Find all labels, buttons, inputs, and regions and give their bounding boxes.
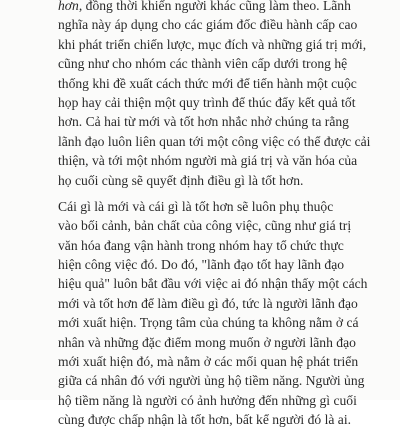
- text-line: cũng như cho nhóm các thành viên cấp dưới trong hệ: [58, 56, 348, 72]
- italic-word: hơn: [58, 0, 79, 13]
- body-text: [58, 0, 384, 430]
- text-line: hiện công việc đó. Do đó, "lãnh đạo tốt hay lãnh đạo: [58, 257, 345, 273]
- text-line: cùng được chấp nhận là tốt hơn, bất kể người đó là ai.: [58, 412, 351, 428]
- text-line: lãnh đạo luôn liên quan tới một công việc có thể được cải: [58, 133, 371, 149]
- text-line: hộ tiềm năng là người có ảnh hưởng đến những gì cuối: [58, 392, 357, 408]
- text-line: hơn. Cả hai từ mới và tốt hơn nhắc nhở chúng ta rằng: [58, 114, 349, 130]
- paragraph-gap: [58, 190, 384, 197]
- text-line: nhân và những đặc điểm mong muốn ở người lãnh đạo: [58, 334, 356, 350]
- text-line: giữa cá nhân đó với người ủng hộ tiềm năng. Người ủng: [58, 373, 365, 389]
- text-line: mới và tốt hơn để làm điều gì đó, tức là người lãnh đạo: [58, 295, 358, 311]
- text-line: văn hóa đang vận hành trong nhóm hay tổ chức thực: [58, 237, 344, 253]
- text-line: mới xuất hiện. Trọng tâm của chúng ta không nằm ở cá: [58, 315, 359, 331]
- text-line: họ cuối cùng sẽ quyết định điều gì là tốt hơn.: [58, 172, 304, 188]
- line-rest: , đồng thời khiến người khác cũng làm theo. Lãnh: [78, 0, 351, 13]
- text-line: mới xuất hiện đó, mà nằm ở các mối quan hệ phát triển: [58, 354, 359, 370]
- text-line: [58, 0, 384, 15]
- text-line: thiện, và tới một nhóm người mà giá trị và văn hóa của: [58, 153, 358, 169]
- text-line: Cái gì là mới và cái gì là tốt hơn sẽ luôn phụ thuộc: [58, 198, 334, 214]
- text-line: họp hay cải thiện một quy trình để thúc đẩy kết quả tốt: [58, 94, 356, 110]
- text-line: vào bối cảnh, bản chất của công việc, cũng như giá trị: [58, 218, 352, 234]
- text-line: khi phát triển chiến lược, mục đích và những giá trị mới,: [58, 36, 367, 52]
- text-line: hiệu quả" luôn bắt đầu với việc ai đó nhận thấy một cách: [58, 276, 368, 292]
- text-line: thống khi đề xuất cách thức mới để tiến hành một cuộc: [58, 75, 357, 91]
- text-line: nghĩa này áp dụng cho các giám đốc điều hành cấp cao: [58, 17, 358, 33]
